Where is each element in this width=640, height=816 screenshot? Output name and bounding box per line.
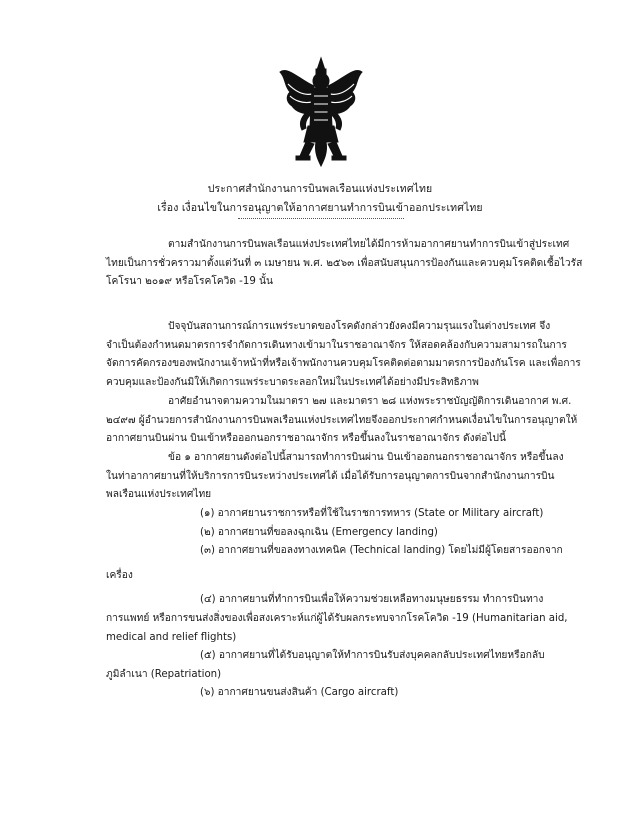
- list-item: (๔) อากาศยานที่ทำการบินเพื่อให้ความช่วยเหลือทางมนุษยธรรม ทำการบินทาง: [200, 594, 544, 606]
- paragraph-line: จำเป็นต้องกำหนดมาตรการจำกัดการเดินทางเข้ามาในราชอาณาจักร ให้สอดคล้องกับความสามารถในการ: [106, 339, 567, 351]
- paragraph-line: อากาศยานบินผ่าน บินเข้าหรือออกนอกราชอาณาจักร หรือขึ้นลงในราชอาณาจักร ดังต่อไปนี้: [106, 433, 506, 445]
- paragraph-line: จัดการคัดกรองของพนักงานเจ้าหน้าที่หรือเจ้าพนักงานควบคุมโรคติดต่อตามมาตรการป้องกันโรค และเพื่อการ: [106, 358, 581, 370]
- paragraph-line: ตามสำนักงานการบินพลเรือนแห่งประเทศไทยได้มีการห้ามอากาศยานทำการบินเข้าสู่ประเทศ: [168, 239, 570, 250]
- paragraph-line: ในท่าอากาศยานที่ให้บริการการบินระหว่างประเทศได้ เมื่อได้รับการอนุญาตการบินจากสำนักงานการบิน: [106, 470, 555, 482]
- garuda-emblem: [276, 56, 366, 168]
- list-item: ภูมิลำเนา (Repatriation): [106, 668, 222, 680]
- paragraph-line: ควบคุมและป้องกันมิให้เกิดการแพร่ระบาดระลอกใหม่ในประเทศได้อย่างมีประสิทธิภาพ: [106, 376, 479, 388]
- list-item: เครื่อง: [106, 569, 133, 581]
- paragraph-line: อาศัยอำนาจตามความในมาตรา ๒๗ และมาตรา ๒๘ แห่งพระราชบัญญัติการเดินอากาศ พ.ศ.: [168, 396, 572, 407]
- item-list: [106, 505, 568, 703]
- paragraph-line: ๒๔๙๗ ผู้อำนวยการสำนักงานการบินพลเรือนแห่งประเทศไทยจึงออกประกาศกำหนดเงื่อนไขในการอนุญาตให้: [106, 414, 578, 426]
- list-item: medical and relief flights): [106, 631, 237, 643]
- notice-title: ประกาศสำนักงานการบินพลเรือนแห่งประเทศไทย: [207, 183, 433, 195]
- paragraph-line: ไทยเป็นการชั่วคราวมาตั้งแต่วันที่ ๓ เมษายน พ.ศ. ๒๕๖๓ เพื่อสนับสนุนการป้องกันและควบคุมโรคติดเชื้อไวรัส: [106, 257, 583, 269]
- paragraph-4: [106, 449, 564, 505]
- list-item: (๕) อากาศยานที่ได้รับอนุญาตให้ทำการบินรับส่งบุคคลกลับประเทศไทยหรือกลับ: [200, 650, 545, 662]
- paragraph-2: [106, 318, 581, 392]
- paragraph-line: ปัจจุบันสถานการณ์การแพร่ระบาดของโรคดังกล่าวยังคงมีความรุนแรงในต่างประเทศ จึง: [168, 321, 551, 332]
- list-item: (๑) อากาศยานราชการหรือที่ใช้ในราชการทหาร (State or Military aircraft): [200, 508, 544, 519]
- notice-subject: เรื่อง เงื่อนไขในการอนุญาตให้อากาศยานทำการบินเข้าออกประเทศไทย: [157, 202, 483, 214]
- list-item: (๒) อากาศยานที่ขอลงฉุกเฉิน (Emergency landing): [200, 526, 438, 538]
- paragraph-line: พลเรือนแห่งประเทศไทย: [106, 489, 212, 501]
- list-item: การแพทย์ หรือการขนส่งสิ่งของเพื่อสงเคราะห์แก่ผู้ได้รับผลกระทบจากโรคโควิด -19 (Humanitarian aid,: [106, 612, 568, 624]
- paragraph-line: ข้อ ๑ อากาศยานดังต่อไปนี้สามารถทำการบินผ่าน บินเข้าออกนอกราชอาณาจักร หรือขึ้นลง: [168, 452, 564, 463]
- paragraph-3: [106, 393, 578, 449]
- list-item: (๓) อากาศยานที่ขอลงทางเทคนิค (Technical landing) โดยไม่มีผู้โดยสารออกจาก: [200, 545, 563, 557]
- divider-line: [238, 218, 404, 219]
- paragraph-1: [106, 236, 583, 292]
- list-item: (๖) อากาศยานขนส่งสินค้า (Cargo aircraft): [200, 687, 399, 699]
- paragraph-line: โคโรนา ๒๐๑๙ หรือโรคโควิด -19 นั้น: [106, 276, 273, 288]
